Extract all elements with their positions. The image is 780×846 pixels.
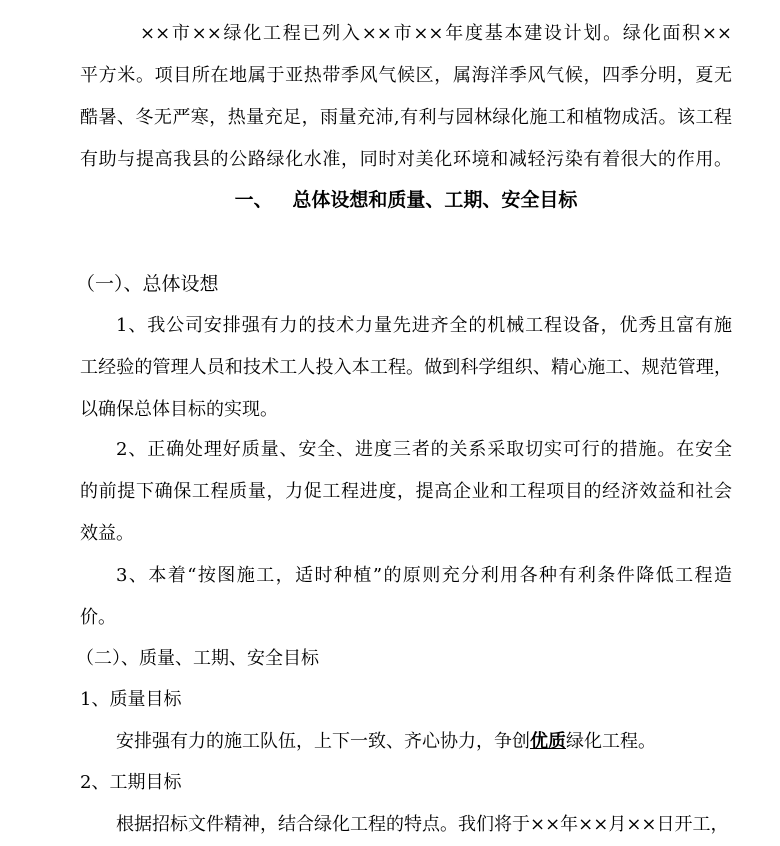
quality-text-after: 绿化工程。 [566,731,656,752]
item-1-line-2: 工经验的管理人员和技术工人投入本工程。做到科学组织、精心施工、规范管理， [80,357,732,378]
quality-text-before: 安排强有力的施工队伍，上下一致、齐心协力，争创 [116,731,530,752]
subsection-2-heading: （二）、质量、工期、安全目标 [76,648,319,669]
item-2-line-3: 效益。 [80,523,134,544]
quality-target-heading: 1、质量目标 [80,689,182,710]
quality-target-text [116,730,732,754]
item-3-line-2: 价。 [80,607,116,628]
intro-line-3: 酷暑、冬无严寒，热量充足，雨量充沛,有利与园林绿化施工和植物成活。该工程 [80,107,732,128]
item-2-line-1: 2、正确处理好质量、安全、进度三者的关系采取切实可行的措施。在安全 [116,439,732,460]
section-heading: 一、 总体设想和质量、工期、安全目标 [234,189,578,211]
schedule-target-heading: 2、工期目标 [80,772,182,793]
item-1-line-1: 1、我公司安排强有力的技术力量先进齐全的机械工程设备，优秀且富有施 [116,315,732,336]
intro-line-2: 平方米。项目所在地属于亚热带季风气候区，属海洋季风气候，四季分明，夏无 [80,65,732,86]
item-1-line-3: 以确保总体目标的实现。 [80,399,278,420]
quality-text-emphasis: 优质 [530,731,566,752]
intro-line-4: 有助与提高我县的公路绿化水准，同时对美化环境和减轻污染有着很大的作用。 [80,149,732,170]
item-2-line-2: 的前提下确保工程质量，力促工程进度，提高企业和工程项目的经济效益和社会 [80,481,732,502]
intro-line-1: ××市××绿化工程已列入××市××年度基本建设计划。绿化面积×× [140,23,732,44]
item-3-line-1: 3、本着“按图施工，适时种植”的原则充分利用各种有利条件降低工程造 [116,565,732,586]
schedule-target-line-1: 根据招标文件精神，结合绿化工程的特点。我们将于××年××月××日开工， [116,814,729,835]
subsection-1-heading: （一）、总体设想 [76,273,219,295]
